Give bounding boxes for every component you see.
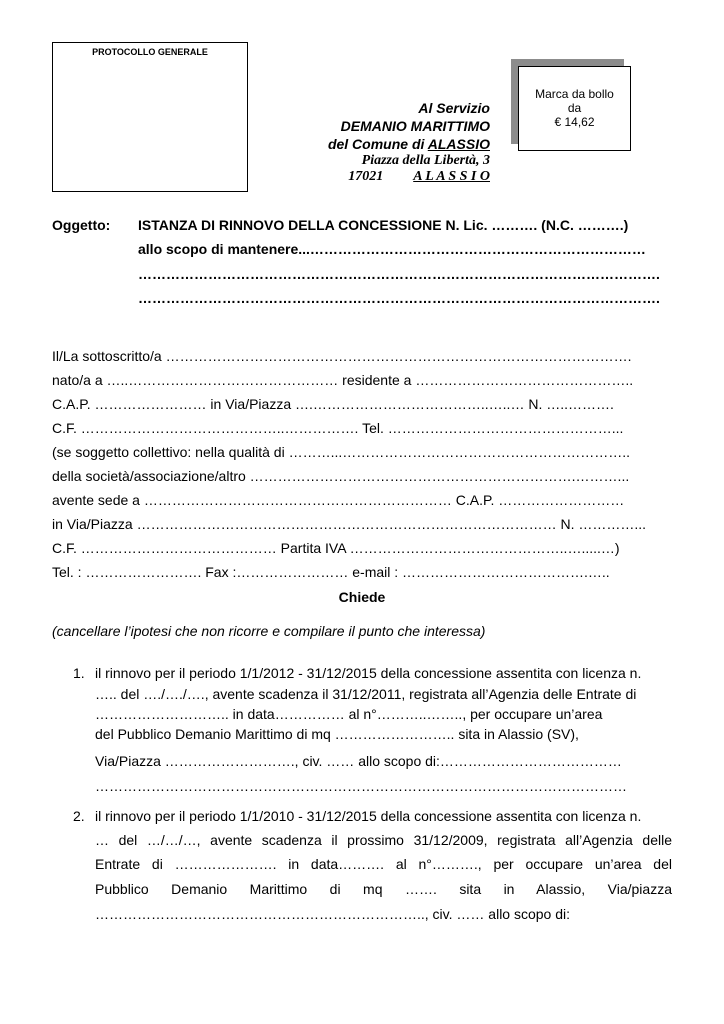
oggetto-line-1: ISTANZA DI RINNOVO DELLA CONCESSIONE N. Lic. ………. (N.C. ……….) [138, 217, 629, 233]
form-line-contatti: Tel. : ……………………. Fax :…………………… e-mail : ………………………………….….. [52, 564, 610, 580]
form-line-sede: avente sede a ………………………………………………………… C.A.P. ……………………… [52, 492, 625, 508]
address-city-spaced: A L A S S I O [413, 169, 490, 184]
address-line-5 [348, 169, 490, 185]
protocollo-box [52, 42, 248, 192]
bollo-line-1: Marca da bollo [535, 87, 614, 101]
form-line-sottoscritto: Il/La sottoscritto/a ………………………………………………………………………………………. [52, 348, 632, 364]
item-1-line-5: Via/Piazza ………………………., civ. …… allo scopo di:………………………………… [95, 753, 622, 769]
form-line-societa: della società/associazione/altro …………………………………………………………….………... [52, 468, 630, 484]
address-line-3 [328, 136, 490, 152]
item-1-line-4: del Pubblico Demanio Marittimo di mq …………………….. sita in Alassio (SV), [95, 726, 579, 742]
item-2-line-4: Pubblico Demanio Marittimo di mq ……. sita in Alassio, Via/piazza [95, 881, 672, 897]
note-text: (cancellare l’ipotesi che non ricorre e compilare il punto che interessa) [52, 623, 486, 639]
marca-da-bollo-box [518, 66, 631, 151]
form-line-soggetto-collettivo: (se soggetto collettivo: nella qualità di ………...…………………………………………………….. [52, 444, 631, 460]
form-line-cf-piva: C.F. …………………………………… Partita IVA ………………………………………..….....…) [52, 540, 620, 556]
item-2-number: 2. [73, 808, 85, 824]
item-2-line-3: Entrate di …………………. in data………. al n°………., per occupare un’area del [95, 856, 672, 872]
item-1-line-6: …………………………………………………………………………………………………… [95, 778, 627, 794]
address-line-2: DEMANIO MARITTIMO [340, 118, 490, 134]
address-city: ALASSIO [427, 136, 490, 152]
form-line-cap: C.A.P. …………………… in Via/Piazza ….………………………………..…..… N. …..………. [52, 396, 614, 412]
address-cap: 17021 [348, 169, 384, 184]
form-line-nato: nato/a a …..……………………………………… residente a ……………………………………….. [52, 372, 634, 388]
form-line-cf: C.F. ……………………………………..……………. Tel. …………………………………………... [52, 420, 624, 436]
oggetto-label: Oggetto: [52, 217, 111, 233]
item-2-line-2: … del …/…/…, avente scadenza il prossimo 31/12/2009, registrata all’Agenzia delle [95, 832, 672, 848]
item-1-line-1: il rinnovo per il periodo 1/1/2012 - 31/12/2015 della concessione assentita con licenza n. [95, 665, 642, 681]
address-line-4: Piazza della Libertà, 3 [361, 153, 490, 168]
item-1-line-3: ……………………….. in data…………… al n°………..…….., per occupare un’area [95, 706, 603, 722]
address-line-1: Al Servizio [418, 100, 490, 116]
item-1-line-2: ….. del …./…./…., avente scadenza il 31/12/2011, registrata all’Agenzia delle Entrate di [95, 686, 637, 702]
item-2-line-1: il rinnovo per il periodo 1/1/2010 - 31/12/2015 della concessione assentita con licenza n. [95, 808, 642, 824]
chiede-heading: Chiede [338, 589, 386, 605]
oggetto-line-4: …………………………………………………………………………………………………. [138, 290, 660, 306]
protocollo-label: PROTOCOLLO GENERALE [92, 47, 208, 57]
oggetto-line-3: …………………………………………………………………………………………………. [138, 266, 660, 282]
bollo-line-2: da [567, 101, 582, 115]
bollo-line-3: € 14,62 [554, 115, 595, 129]
address-line-3-prefix: del Comune di [327, 136, 428, 152]
item-1-number: 1. [73, 665, 85, 681]
item-2-line-5: …………………………………………………………….., civ. …… allo scopo di: [95, 906, 571, 922]
form-line-via: in Via/Piazza ……………………………………………………………………………… N. …………... [52, 516, 647, 532]
oggetto-line-2: allo scopo di mantenere...……………………………………………………………… [138, 241, 646, 257]
